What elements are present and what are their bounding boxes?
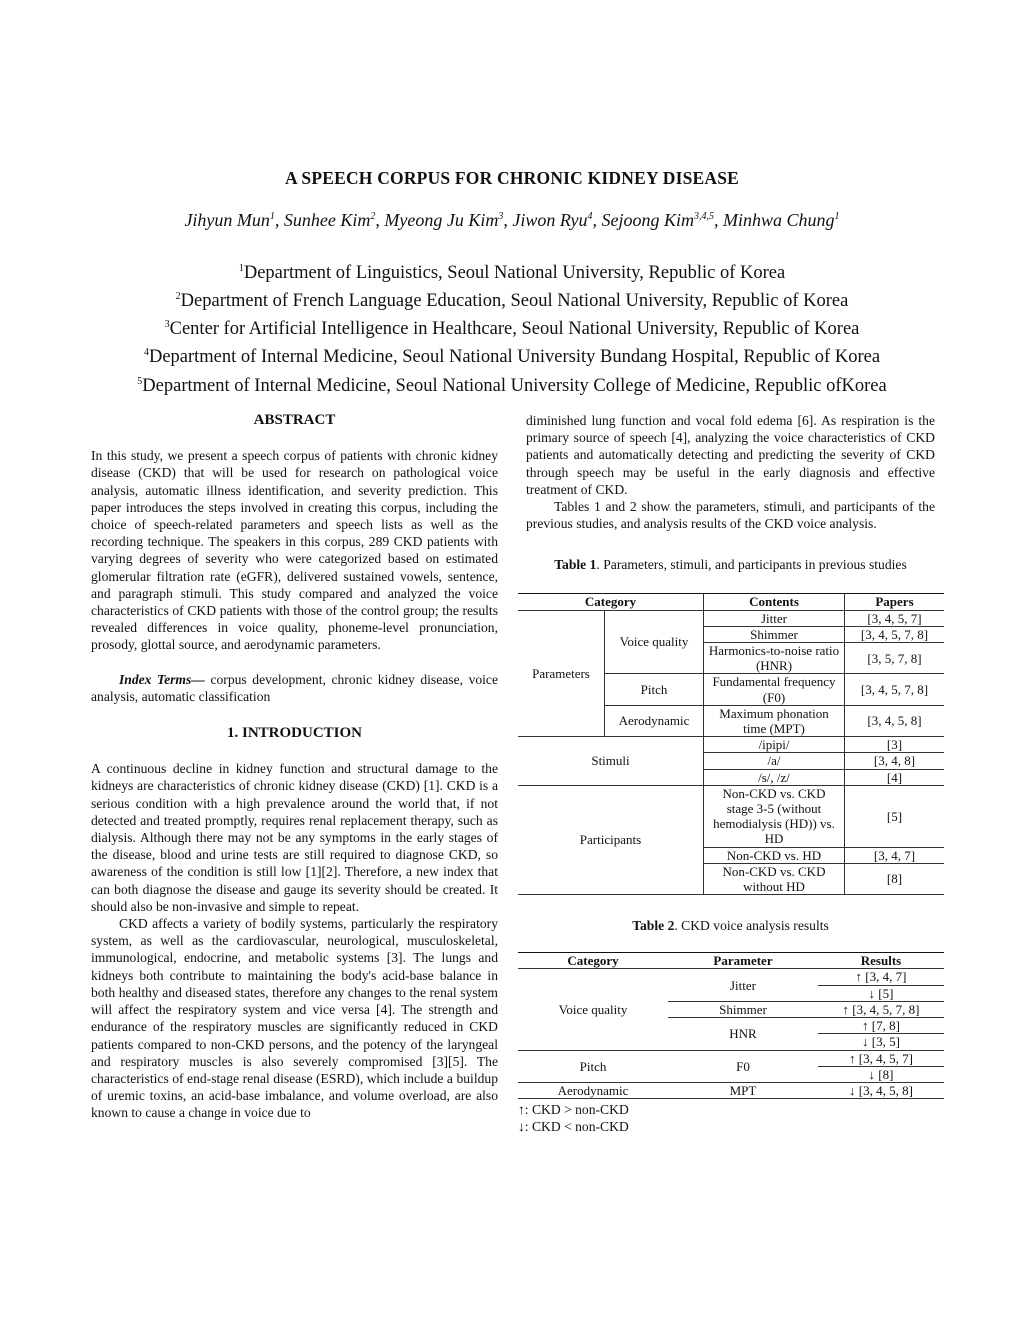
table2-header-row	[518, 953, 944, 969]
table2-label: Table 2	[632, 918, 675, 934]
intro-paragraph-2: CKD affects a variety of bodily systems, particularly the respiratory system, as well as the cardiovascular, neurological, musculoskeletal, immunological, endocrine, and metabolic systems [3]. The lungs and kidneys both contribute to maintaining the body's acid-base balance in both healthy and diseased states, therefore any changes to the renal system will affect the respiratory system and vice versa [4]. The strength and endurance of the respiratory muscles are significantly reduced in CKD patients compared to non-CKD persons, and the potency of the laryngeal and respiratory muscles is also severely compromised [3][5]. The characteristics of end-stage renal disease (ESRD), which include a buildup of uremic toxins, an acid-base imbalance, and volume overload, are also known to cause a change in voice due to	[91, 916, 498, 1121]
table2-param-jitter: Jitter	[668, 969, 818, 1001]
table1-papers: [3]	[845, 737, 945, 753]
author-separator: ,	[274, 210, 284, 230]
table1-contents: Shimmer	[704, 626, 845, 642]
table-row	[518, 785, 944, 847]
legend-down: ↓: CKD < non-CKD	[518, 1119, 629, 1135]
table1-papers: [3, 4, 5, 8]	[845, 705, 945, 736]
table-row	[518, 969, 944, 985]
table2-result: ↑ [7, 8]	[818, 1018, 944, 1034]
table1-header-papers: Papers	[845, 594, 945, 610]
table1-contents: Non-CKD vs. CKD without HD	[704, 863, 845, 894]
affiliation-text: Department of Internal Medicine, Seoul National University Bundang Hospital, Republic of Korea	[148, 347, 881, 368]
affiliation-number: 1	[238, 263, 244, 274]
table2-param-mpt: MPT	[668, 1082, 818, 1098]
table1-contents: Non-CKD vs. HD	[704, 847, 845, 863]
table2-result: ↑ [3, 4, 5, 7, 8]	[818, 1001, 944, 1017]
author-separator: ,	[592, 210, 602, 230]
table2-cat-pitch: Pitch	[518, 1050, 668, 1082]
table2-param-hnr: HNR	[668, 1018, 818, 1050]
affiliation	[0, 257, 1024, 285]
author-affiliation-number: 1	[834, 211, 840, 222]
table1-papers: [3, 4, 5, 7, 8]	[845, 626, 945, 642]
table-row	[518, 1082, 944, 1098]
table2-caption	[526, 917, 935, 934]
introduction-heading: 1. INTRODUCTION	[226, 725, 362, 742]
abstract-heading: ABSTRACT	[253, 412, 336, 428]
author-separator: ,	[375, 210, 385, 230]
author-separator: ,	[503, 210, 513, 230]
table2-result: ↑ [3, 4, 7]	[818, 969, 944, 985]
affiliation	[0, 370, 1024, 398]
table1-papers: [3, 4, 5, 7]	[845, 610, 945, 626]
table1-cat-stimuli: Stimuli	[518, 737, 704, 786]
table1-papers: [3, 5, 7, 8]	[845, 643, 945, 674]
affiliation-text: Department of French Language Education, Seoul National University, Republic of Korea	[180, 291, 849, 312]
table1-caption-text: . Parameters, stimuli, and participants in previous studies	[596, 557, 907, 573]
author-name: Jihyun Mun	[184, 210, 270, 230]
table1-papers: [4]	[845, 769, 945, 785]
right-column	[518, 412, 935, 1135]
table2-header-category: Category	[518, 953, 668, 969]
table2-cat-aerodynamic: Aerodynamic	[518, 1082, 668, 1098]
index-terms-label: Index Terms—	[119, 671, 205, 687]
author-affiliation-number: 4	[587, 211, 593, 222]
table2-caption-text: . CKD voice analysis results	[674, 918, 829, 934]
table2-result: ↓ [3, 4, 5, 8]	[818, 1082, 944, 1098]
table1-contents: Non-CKD vs. CKD stage 3-5 (without hemodialysis (HD)) vs. HD	[704, 785, 845, 847]
table1-papers: [3, 4, 5, 7, 8]	[845, 674, 945, 705]
author-affiliation-number: 3,4,5	[694, 211, 715, 222]
table-row	[518, 610, 944, 626]
table1-sub-voice-quality: Voice quality	[605, 610, 704, 674]
table1-sub-pitch: Pitch	[605, 674, 704, 705]
table1-contents: Harmonics-to-noise ratio (HNR)	[704, 643, 845, 674]
table-row	[518, 737, 944, 753]
table2-result: ↓ [3, 5]	[818, 1034, 944, 1050]
table-row	[518, 1050, 944, 1066]
author-list	[0, 210, 1024, 231]
table2-result: ↑ [3, 4, 5, 7]	[818, 1050, 944, 1066]
table1-papers: [3, 4, 8]	[845, 753, 945, 769]
author-name: Jiwon Ryu	[512, 210, 588, 230]
table1-cat-parameters: Parameters	[518, 610, 605, 737]
table1-contents: Fundamental frequency (F0)	[704, 674, 845, 705]
affiliation-number: 5	[137, 375, 143, 387]
paper-title: A SPEECH CORPUS FOR CHRONIC KIDNEY DISEASE	[284, 168, 740, 188]
affiliation-number: 4	[143, 347, 149, 359]
abstract-text: In this study, we present a speech corpus of patients with chronic kidney disease (CKD) that will be used for research on pathological voice analysis, automatic illness identification, and severity prediction. This paper introduces the steps involved in creating this corpus, including the choice of speech-related parameters and speech lists as well as the recording technique. The speakers in this corpus, 289 CKD patients with varying degrees of severity who were categorized based on estimated glomerular filtration rate (eGFR), delivered sustained vowels, sentence, and paragraph stimuli. This study compared and analyzed the voice characteristics of CKD patients with those of the control group; the results revealed differences in voice quality, phoneme-level pronunciation, prosody, glottal source, and aerodynamic parameters.	[91, 448, 498, 653]
author-affiliation-number: 2	[370, 211, 376, 222]
intro-paragraph-3: diminished lung function and vocal fold edema [6]. As respiration is the primary source of speech [4], analyzing the voice characteristics of CKD patients and automatically detecting and predicting the severity of CKD through speech may be useful in the early diagnosis and effective treatment of CKD.	[526, 413, 935, 497]
author-separator: ,	[714, 210, 724, 230]
author-name: Sunhee Kim	[283, 210, 371, 230]
index-terms	[91, 671, 498, 705]
affiliation	[0, 341, 1024, 369]
table2-header-results: Results	[818, 953, 944, 969]
table1-papers: [5]	[845, 785, 945, 847]
table2-cat-voice-quality: Voice quality	[518, 969, 668, 1050]
table1-sub-aerodynamic: Aerodynamic	[605, 705, 704, 736]
left-column	[91, 412, 498, 1122]
legend-up: ↑: CKD > non-CKD	[518, 1102, 629, 1118]
table1-header-row	[518, 594, 944, 610]
table2	[518, 952, 944, 1099]
author-name: Minhwa Chung	[723, 210, 835, 230]
intro-paragraph-1: A continuous decline in kidney function and structural damage to the kidneys are characteristics of chronic kidney disease (CKD) [1]. CKD is a serious condition with a high prevalence around the world that, if not detected and treated promptly, requires renal replacement therapy, such as dialysis. Although there may not be any symptoms in the early stages of the disease, blood and urine tests are still required to diagnose CKD, so awareness of the condition is still low [1][2]. Therefore, a new index that can both diagnose the disease and gauge its severity should be created. It should also be non-invasive and simple to repeat.	[91, 761, 498, 914]
affiliation-text: Center for Artificial Intelligence in Healthcare, Seoul National University, Republic of Korea	[169, 319, 860, 340]
affiliation-text: Department of Internal Medicine, Seoul National University College of Medicine, Republic ofKorea	[142, 375, 887, 396]
intro-paragraph-4: Tables 1 and 2 show the parameters, stimuli, and participants of the previous studies, and analysis results of the CKD voice analysis.	[526, 499, 935, 532]
affiliation-text: Department of Linguistics, Seoul National University, Republic of Korea	[243, 263, 786, 284]
index-terms-text: corpus development, chronic kidney disease, voice analysis, automatic classification	[91, 671, 499, 704]
table2-header-parameter: Parameter	[668, 953, 818, 969]
table1-papers: [3, 4, 7]	[845, 847, 945, 863]
author-name: Sejoong Kim	[601, 210, 695, 230]
author-affiliation-number: 3	[498, 211, 504, 222]
table1-contents: Jitter	[704, 610, 845, 626]
affiliation-number: 2	[175, 291, 181, 303]
author-name: Myeong Ju Kim	[384, 210, 499, 230]
table1-papers: [8]	[845, 863, 945, 894]
table1-contents: /s/, /z/	[704, 769, 845, 785]
author-affiliation-number: 1	[269, 211, 275, 222]
affiliation-list	[0, 257, 1024, 398]
table1	[518, 593, 944, 895]
table2-legend	[518, 1101, 935, 1135]
table1-header-contents: Contents	[704, 594, 845, 610]
table1-caption	[526, 556, 935, 573]
table2-param-f0: F0	[668, 1050, 818, 1082]
table1-contents: Maximum phonation time (MPT)	[704, 705, 845, 736]
table1-label: Table 1	[554, 557, 597, 573]
table1-contents: /ipipi/	[704, 737, 845, 753]
table1-header-category: Category	[518, 594, 704, 610]
affiliation	[0, 313, 1024, 341]
table2-result: ↓ [5]	[818, 985, 944, 1001]
table1-contents: /a/	[704, 753, 845, 769]
affiliation-number: 3	[164, 319, 170, 331]
table1-cat-participants: Participants	[518, 785, 704, 894]
table2-param-shimmer: Shimmer	[668, 1001, 818, 1017]
affiliation	[0, 285, 1024, 313]
table2-result: ↓ [8]	[818, 1066, 944, 1082]
